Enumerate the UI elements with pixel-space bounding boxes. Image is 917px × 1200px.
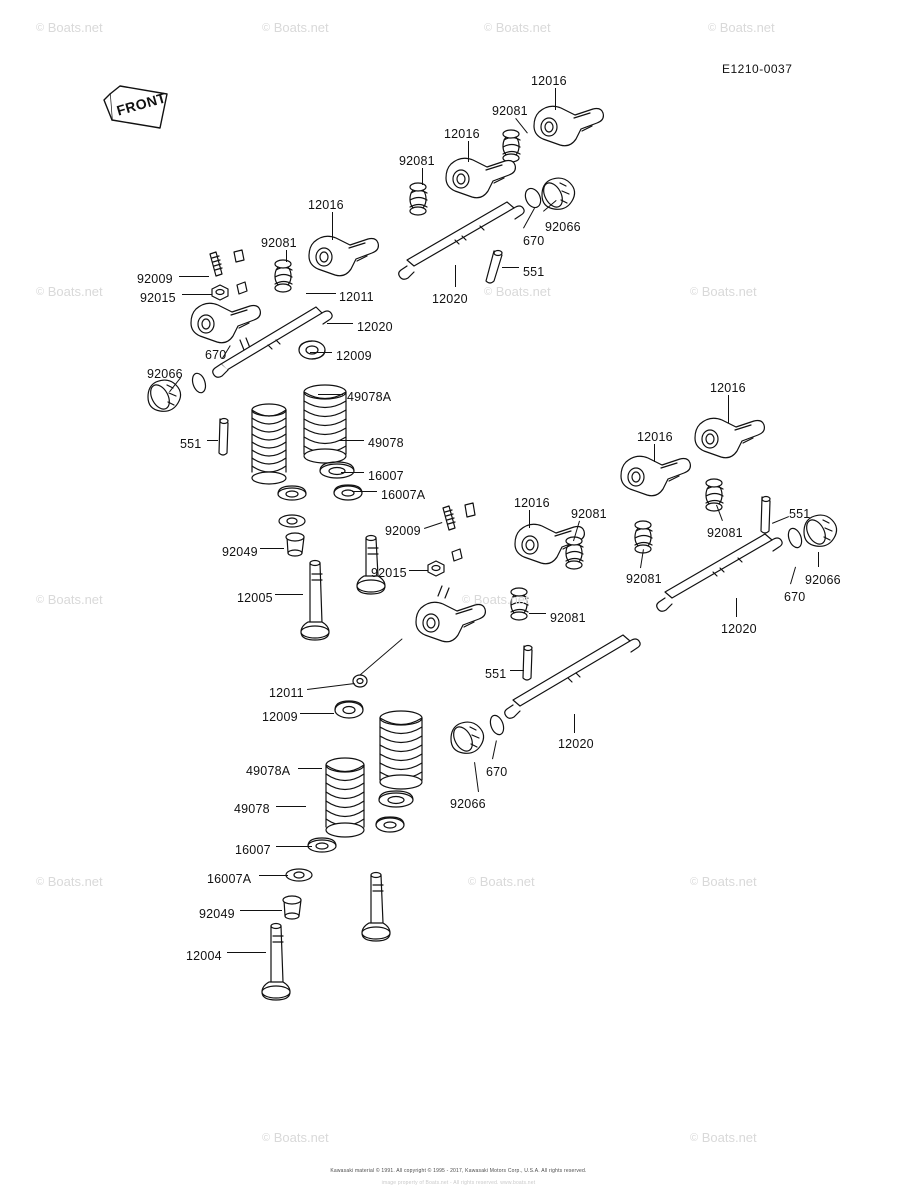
leader-12009-b (300, 713, 334, 714)
watermark: © Boats.net (36, 20, 103, 35)
part-label-92081-g[interactable]: 92081 (707, 526, 743, 540)
nut-92015-b (428, 549, 462, 576)
part-label-670-b[interactable]: 670 (205, 348, 227, 362)
part-label-92081-d[interactable]: 92081 (571, 507, 607, 521)
leader-12016-b (468, 141, 469, 162)
leader-12020-c (736, 598, 737, 617)
leader-12005 (275, 594, 303, 595)
leader-92081-f (529, 613, 546, 614)
part-label-12011-b[interactable]: 12011 (269, 686, 304, 700)
footer-source: image property of Boats.net - All rights reserved. www.boats.net (381, 1180, 536, 1186)
washer-12009-a (299, 341, 325, 359)
part-label-551-d[interactable]: 551 (485, 667, 507, 681)
spring-92081-d (566, 537, 583, 569)
leader-49078-b (276, 806, 306, 807)
watermark: © Boats.net (36, 592, 103, 607)
part-label-92066-d[interactable]: 92066 (450, 797, 486, 811)
part-label-92066-a[interactable]: 92066 (545, 220, 581, 234)
rocker-arm-upper-4 (191, 303, 260, 350)
spring-seat-16007A-b (376, 817, 404, 832)
rocker-arm-lower-2 (621, 456, 690, 496)
leader-92081-b (422, 168, 423, 185)
part-label-92081-f[interactable]: 92081 (550, 611, 586, 625)
leader-16007A-b (259, 875, 288, 876)
valve-spring-49078A-b (326, 758, 364, 837)
diagram-code: E1210-0037 (722, 62, 793, 76)
leader-12016-f (728, 395, 729, 423)
part-label-670-c[interactable]: 670 (784, 590, 806, 604)
part-label-49078A-b[interactable]: 49078A (246, 764, 291, 778)
spring-seat-16007-b (379, 791, 413, 807)
part-label-92049-b[interactable]: 92049 (199, 907, 235, 921)
front-arrow-label: FRONT (114, 89, 168, 119)
oring-670-d (488, 714, 506, 737)
part-label-670-a[interactable]: 670 (523, 234, 545, 248)
watermark: © Boats.net (36, 874, 103, 889)
part-label-12011-a[interactable]: 12011 (339, 290, 374, 304)
leader-16007-a (341, 472, 364, 473)
part-label-551-c[interactable]: 551 (789, 507, 811, 521)
oring-670-a (522, 186, 543, 210)
valve-spring-49078-b (380, 711, 422, 789)
pin-551-b (219, 419, 228, 456)
part-label-12016-e[interactable]: 12016 (637, 430, 673, 444)
valve-seat-ring-b (286, 838, 336, 881)
part-label-12004[interactable]: 12004 (186, 949, 222, 963)
bolt-92009-b (443, 503, 475, 530)
footer-copyright: Kawasaki material © 1991. All copyright © 1995 - 2017, Kawasaki Motors Corp., U.S.A. All rights reserved. (330, 1168, 587, 1174)
part-label-16007-a[interactable]: 16007 (368, 469, 404, 483)
part-label-12016-c[interactable]: 12016 (308, 198, 344, 212)
part-label-92081-b[interactable]: 92081 (399, 154, 435, 168)
leader-12020-d (574, 714, 575, 733)
oring-670-b (190, 372, 208, 395)
leader-92009-a (179, 276, 209, 277)
leader-551-d (510, 670, 524, 671)
valve-spring-49078A-a (252, 404, 286, 484)
part-label-92081-e[interactable]: 92081 (626, 572, 662, 586)
part-label-12016-d[interactable]: 12016 (514, 496, 550, 510)
part-label-12009-b[interactable]: 12009 (262, 710, 298, 724)
leader-12016-c (332, 212, 333, 240)
plug-92066-a (540, 178, 575, 210)
rocker-arm-upper-1 (534, 106, 603, 146)
part-label-92049-a[interactable]: 92049 (222, 545, 258, 559)
pin-551-a (486, 251, 502, 284)
watermark: © Boats.net (468, 874, 535, 889)
leader-49078A-a (318, 394, 343, 395)
bolt-92009-a (210, 250, 244, 276)
part-label-12020-c[interactable]: 12020 (721, 622, 757, 636)
watermark: © Boats.net (462, 592, 529, 607)
part-label-92015-a[interactable]: 92015 (140, 291, 176, 305)
watermark: © Boats.net (690, 874, 757, 889)
watermark: © Boats.net (708, 20, 775, 35)
watermark: © Boats.net (690, 284, 757, 299)
part-label-551-a[interactable]: 551 (523, 265, 545, 279)
watermark: © Boats.net (262, 20, 329, 35)
pin-551-c (761, 497, 770, 534)
part-label-551-b[interactable]: 551 (180, 437, 202, 451)
leader-92015-a (182, 294, 212, 295)
valve-spring-49078-a (304, 385, 346, 463)
part-label-92081-a[interactable]: 92081 (492, 104, 528, 118)
leader-551-b (207, 440, 218, 441)
spring-92081-c (275, 260, 292, 292)
rocker-shaft-lower-a (657, 534, 782, 611)
leader-92049-a (260, 548, 284, 549)
part-label-49078-b[interactable]: 49078 (234, 802, 270, 816)
spring-92081-g (706, 479, 723, 511)
leader-12016-d (529, 510, 530, 528)
leader-12016-a (555, 88, 556, 110)
watermark: © Boats.net (690, 1130, 757, 1145)
valve-12004 (262, 924, 290, 1001)
rocker-arm-upper-2 (446, 158, 515, 198)
spring-seat-16007-a (320, 462, 354, 478)
part-label-16007A-a[interactable]: 16007A (381, 488, 426, 502)
spring-92081-b (410, 183, 427, 215)
valve-exhaust-lower (362, 873, 390, 942)
part-label-12020-d[interactable]: 12020 (558, 737, 594, 751)
watermark: © Boats.net (36, 284, 103, 299)
valve-stem-seal-92049-b (283, 896, 301, 919)
leader-92081-c (286, 250, 287, 262)
clip-12011-b (353, 675, 367, 687)
part-label-12005[interactable]: 12005 (237, 591, 273, 605)
part-label-16007A-b[interactable]: 16007A (207, 872, 252, 886)
part-label-12016-b[interactable]: 12016 (444, 127, 480, 141)
oring-670-c (786, 527, 804, 550)
rocker-arm-upper-3 (309, 236, 378, 276)
valve-stem-seal-92049-a (286, 533, 304, 556)
nut-92015-a (212, 282, 247, 300)
plug-92066-d (450, 722, 484, 754)
leader-92049-b (240, 910, 282, 911)
watermark: © Boats.net (484, 284, 551, 299)
leader-12004 (227, 952, 266, 953)
part-label-92009-b[interactable]: 92009 (385, 524, 421, 538)
leader-16007A-a (352, 491, 377, 492)
leader-551-a (502, 267, 519, 268)
part-label-670-d[interactable]: 670 (486, 765, 508, 779)
part-label-12016-f[interactable]: 12016 (710, 381, 746, 395)
spring-seat-16007A-a (334, 485, 362, 500)
part-label-92009-a[interactable]: 92009 (137, 272, 173, 286)
part-label-49078-a[interactable]: 49078 (368, 436, 404, 450)
leader-12016-e (654, 444, 655, 462)
pin-551-d (523, 646, 532, 681)
leader-49078A-b (298, 768, 322, 769)
leader-12011-a (306, 293, 336, 294)
valve-exhaust-upper (357, 536, 385, 595)
part-label-92081-c[interactable]: 92081 (261, 236, 297, 250)
watermark: © Boats.net (484, 20, 551, 35)
part-label-12020-b[interactable]: 12020 (357, 320, 393, 334)
valve-12005 (301, 561, 329, 641)
part-label-12020-a[interactable]: 12020 (432, 292, 468, 306)
leader-49078-a (339, 440, 364, 441)
part-label-92066-b[interactable]: 92066 (147, 367, 183, 381)
part-label-12016-a[interactable]: 12016 (531, 74, 567, 88)
valve-seat-ring-a (278, 486, 306, 527)
part-label-92066-c[interactable]: 92066 (805, 573, 841, 587)
part-label-92015-b[interactable]: 92015 (371, 566, 407, 580)
leader-12020-a (455, 265, 456, 287)
leader-16007-b (276, 846, 312, 847)
leader-12009-a (310, 352, 332, 353)
part-label-49078A-a[interactable]: 49078A (347, 390, 392, 404)
part-label-16007-b[interactable]: 16007 (235, 843, 271, 857)
leader-92066-c (818, 552, 819, 567)
part-label-12009-a[interactable]: 12009 (336, 349, 372, 363)
rocker-arm-lower-1 (695, 418, 764, 458)
spring-92081-a (503, 130, 520, 162)
watermark: © Boats.net (262, 1130, 329, 1145)
leader-92015-b (409, 570, 428, 571)
leader-12020-b (327, 323, 353, 324)
washer-12009-b (335, 701, 363, 718)
